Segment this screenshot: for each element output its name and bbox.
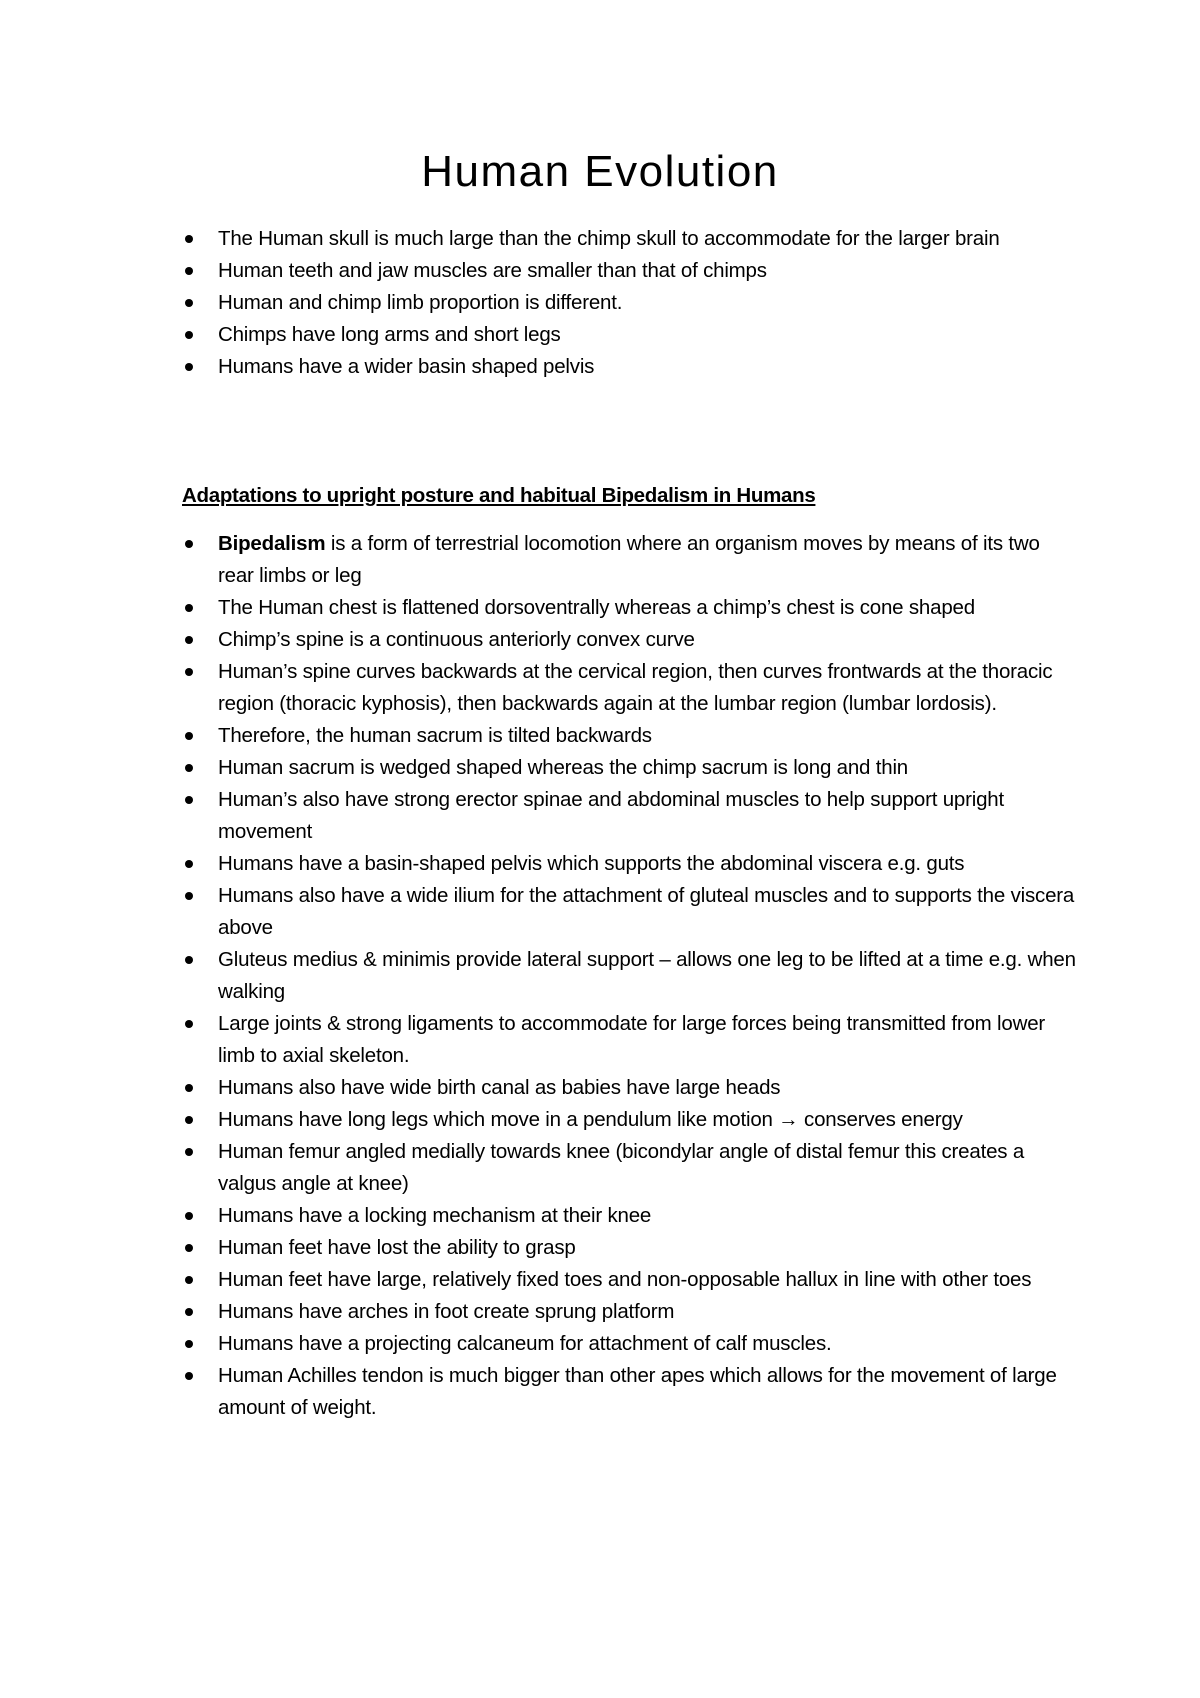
list-item — [182, 351, 1077, 383]
bullet-icon — [185, 235, 193, 243]
bullet-icon — [185, 540, 193, 548]
bullet-icon — [185, 860, 193, 868]
list-item — [182, 720, 1077, 752]
bullet-icon — [185, 1276, 193, 1284]
list-item-text: Large joints & strong ligaments to accommodate for large forces being transmitted from lower limb to axial skeleton. — [218, 1012, 1046, 1067]
list-item — [182, 784, 1077, 848]
list-item — [182, 1200, 1077, 1232]
list-item-text: Human sacrum is wedged shaped whereas the chimp sacrum is long and thin — [218, 756, 908, 779]
list-item-text: Therefore, the human sacrum is tilted backwards — [218, 724, 652, 747]
bullet-icon — [185, 267, 193, 275]
bullet-icon — [185, 1020, 193, 1028]
list-item-text: Human femur angled medially towards knee (bicondylar angle of distal femur this creates a valgus angle at knee) — [218, 1140, 1025, 1195]
list-item — [182, 287, 1077, 319]
adaptation-bullet-list — [182, 528, 1077, 1424]
bullet-icon — [185, 1084, 193, 1092]
list-item — [182, 528, 1077, 592]
intro-bullet-list — [182, 223, 1077, 383]
list-item — [182, 1072, 1077, 1104]
bullet-icon — [185, 1340, 193, 1348]
list-item-text: The Human chest is flattened dorsoventrally whereas a chimp’s chest is cone shaped — [218, 596, 975, 619]
list-item-text: Human feet have lost the ability to grasp — [218, 1236, 576, 1259]
list-item-text: Human Achilles tendon is much bigger than other apes which allows for the movement of large amount of weight. — [218, 1364, 1057, 1419]
bullet-icon — [185, 1372, 193, 1380]
page-title: Human Evolution — [421, 147, 779, 196]
list-item — [182, 752, 1077, 784]
bullet-icon — [185, 764, 193, 772]
list-item-text: Chimp’s spine is a continuous anteriorly convex curve — [218, 628, 695, 651]
bullet-icon — [185, 956, 193, 964]
bullet-icon — [185, 732, 193, 740]
list-item — [182, 1104, 1077, 1136]
list-item-text: Chimps have long arms and short legs — [218, 323, 561, 346]
list-item — [182, 880, 1077, 944]
section-heading: Adaptations to upright posture and habitual Bipedalism in Humans — [182, 484, 816, 507]
bullet-icon — [185, 1148, 193, 1156]
list-item — [182, 1360, 1077, 1424]
list-item-text: Human’s spine curves backwards at the cervical region, then curves frontwards at the thoracic region (thoracic kyphosis), then backwards again at the lumbar region (lumbar lordosis). — [218, 660, 1053, 715]
list-item — [182, 592, 1077, 624]
list-item-text: Humans have arches in foot create sprung platform — [218, 1300, 675, 1323]
bullet-icon — [185, 1308, 193, 1316]
list-item-text: Humans have a projecting calcaneum for attachment of calf muscles. — [218, 1332, 832, 1355]
list-item — [182, 223, 1077, 255]
list-item-text: Human teeth and jaw muscles are smaller than that of chimps — [218, 259, 767, 282]
bullet-icon — [185, 1212, 193, 1220]
list-item — [182, 319, 1077, 351]
list-item-text: Humans also have a wide ilium for the attachment of gluteal muscles and to supports the viscera above — [218, 884, 1075, 939]
list-item — [182, 944, 1077, 1008]
list-item — [182, 1232, 1077, 1264]
list-item-text: Human and chimp limb proportion is different. — [218, 291, 623, 314]
list-item — [182, 1264, 1077, 1296]
list-item — [182, 1328, 1077, 1360]
bullet-icon — [185, 363, 193, 371]
bullet-icon — [185, 892, 193, 900]
bullet-icon — [185, 1116, 193, 1124]
list-item — [182, 1136, 1077, 1200]
list-item-text: Human’s also have strong erector spinae and abdominal muscles to help support upright movement — [218, 788, 1005, 843]
list-item-text: Humans have a basin-shaped pelvis which supports the abdominal viscera e.g. guts — [218, 852, 965, 875]
bullet-icon — [185, 668, 193, 676]
bullet-icon — [185, 331, 193, 339]
list-item — [182, 656, 1077, 720]
list-item-text: Human feet have large, relatively fixed toes and non-opposable hallux in line with other toes — [218, 1268, 1032, 1291]
list-item — [182, 848, 1077, 880]
bullet-icon — [185, 636, 193, 644]
list-item-text: Humans have long legs which move in a pendulum like motion → conserves energy — [218, 1108, 963, 1131]
list-item — [182, 1296, 1077, 1328]
bipedalism-term: Bipedalism — [218, 532, 326, 555]
list-item — [182, 624, 1077, 656]
bipedalism-definition: is a form of terrestrial locomotion where an organism moves by means of its two rear limbs or leg — [218, 532, 1040, 587]
bullet-icon — [185, 604, 193, 612]
list-item-text: Humans also have wide birth canal as babies have large heads — [218, 1076, 781, 1099]
bullet-icon — [185, 796, 193, 804]
list-item-text: The Human skull is much large than the chimp skull to accommodate for the larger brain — [218, 227, 1000, 250]
list-item-text: Gluteus medius & minimis provide lateral support – allows one leg to be lifted at a time e.g. when walking — [218, 948, 1076, 1003]
list-item — [182, 1008, 1077, 1072]
bullet-icon — [185, 1244, 193, 1252]
list-item-text: Humans have a wider basin shaped pelvis — [218, 355, 595, 378]
list-item — [182, 255, 1077, 287]
bullet-icon — [185, 299, 193, 307]
list-item-text: Humans have a locking mechanism at their knee — [218, 1204, 652, 1227]
